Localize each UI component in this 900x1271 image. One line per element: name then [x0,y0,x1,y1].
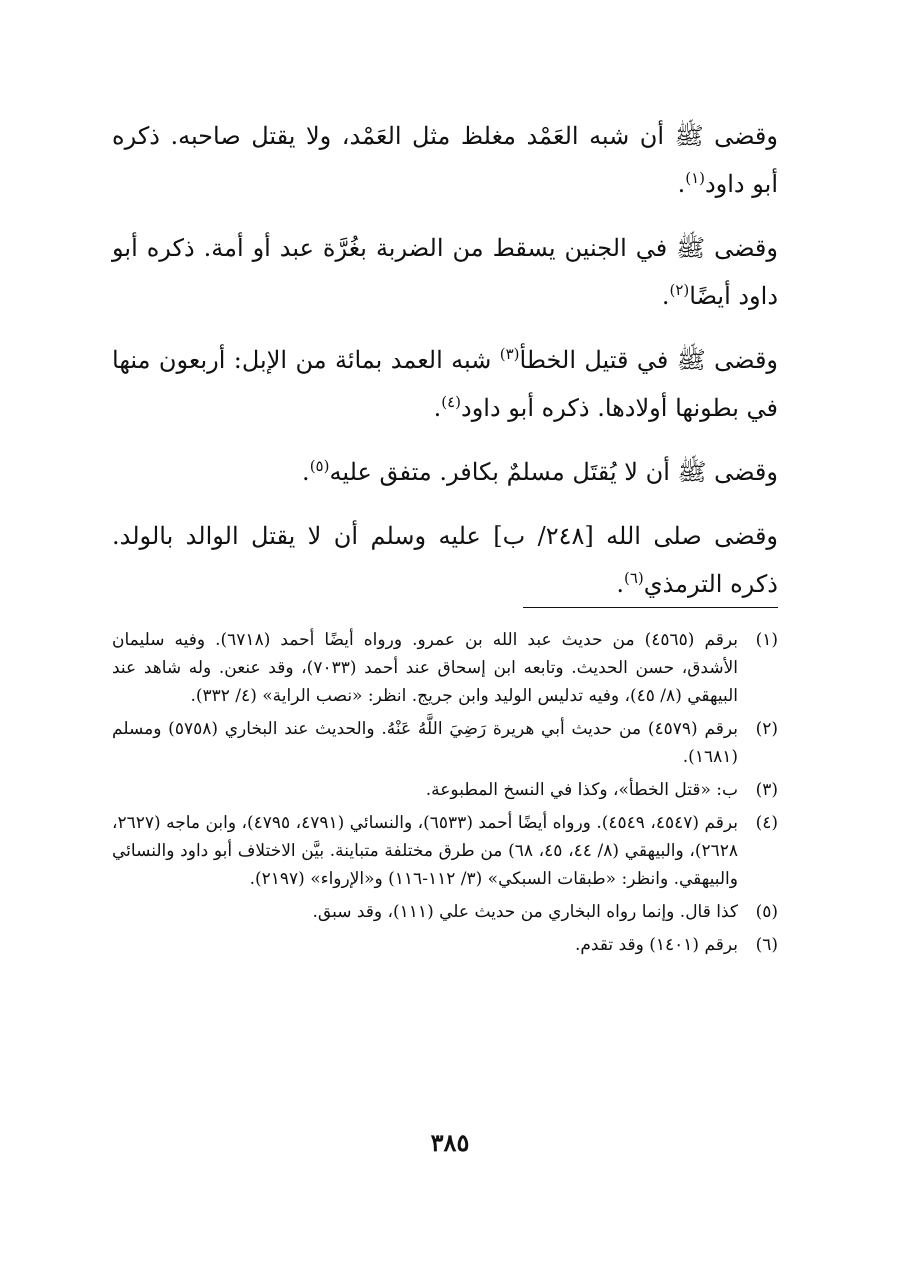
footnote-text: برقم (٤٥٤٧، ٤٥٤٩). ورواه أيضًا أحمد (٦٥٣٣)، والنسائي (٤٧٩١، ٤٧٩٥)، وابن ماجه (٢٦٢٧، ٢٦٢٨)، والبيهقي (٨/ ٤٤، ٤٥، ٦٨) من طرق مختلفة متباينة. بيَّن الاختلاف أبو داود والنسائي والبيهقي. وانظر: «طبقات السبكي» (٣/ ١١٢-١١٦) و«الإرواء» (٢١٩٧). [112,813,739,889]
footnote-6 [112,931,778,959]
footnote-4 [112,809,778,893]
footnote-ref-1[interactable]: (١) [685,169,705,187]
footnote-text: كذا قال. وإنما رواه البخاري من حديث علي (١١١)، وقد سبق. [312,902,738,922]
footnote-ref-4[interactable]: (٤) [441,393,462,411]
footnote-5 [112,898,778,926]
footnote-3 [112,776,778,804]
page-number: ٣٨٥ [430,1128,470,1157]
footnotes [112,626,778,964]
footnote-number: (٦) [755,935,778,955]
paragraph-3: وقضى ﷺ في قتيل الخطأ$^{(٣)}$ شبه العمد بمائة من الإبل: أربعون منها في بطونها أولادها. ذكره أبو داود$^{(٤)}$. [112,345,778,422]
footnote-number: (١) [755,630,778,650]
paragraph-4: وقضى ﷺ أن لا يُقتَل مسلمٌ بكافر. متفق عليه$^{(٥)}$. [302,457,778,486]
footnote-number: (٥) [755,902,778,922]
main-text [112,112,778,624]
footnote-ref-2[interactable]: (٢) [669,281,690,299]
footnote-1 [112,626,778,710]
footnote-text: برقم (٤٥٦٥) من حديث عبد الله بن عمرو. ورواه أيضًا أحمد (٦٧١٨). وفيه سليمان الأشدق، حسن الحديث. وتابعه ابن إسحاق عند أحمد (٧٠٣٣)، وقد عنعن. وله شاهد عند البيهقي (٨/ ٤٥)، وفيه تدليس الوليد وابن جريج. انظر: «نصب الراية» (٤/ ٣٣٢). [112,630,738,706]
paragraph-2: وقضى ﷺ في الجنين يسقط من الضربة بغُرَّة عبد أو أمة. ذكره أبو داود أيضًا$^{(٢)}$. [112,234,778,310]
footnote-2 [112,715,778,771]
footnote-text: برقم (١٤٠١) وقد تقدم. [574,935,738,955]
footnote-number: (٣) [755,780,778,800]
footnote-number: (٤) [755,813,778,833]
footnote-text: ب: «قتل الخطأ»، وكذا في النسخ المطبوعة. [425,780,738,800]
paragraph-5: وقضى صلى الله [٢٤٨/ ب] عليه وسلم أن لا يقتل الوالد بالولد. ذكره الترمذي$^{(٦)}$. [112,522,778,598]
footnote-separator [523,607,778,608]
footnote-number: (٢) [755,719,778,739]
paragraph-1: وقضى ﷺ أن شبه العَمْد مغلظ مثل العَمْد، ولا يقتل صاحبه. ذكره أبو داود$^{(١)}$. [112,122,778,198]
footnote-ref-3[interactable]: (٣) [499,345,520,363]
footnote-ref-5[interactable]: (٥) [309,457,330,475]
footnote-ref-6[interactable]: (٦) [623,569,644,587]
footnote-text: برقم (٤٥٧٩) من حديث أبي هريرة رَضِيَ اللَّهُ عَنْهُ. والحديث عند البخاري (٥٧٥٨) ومسلم (١٦٨١). [112,719,738,767]
